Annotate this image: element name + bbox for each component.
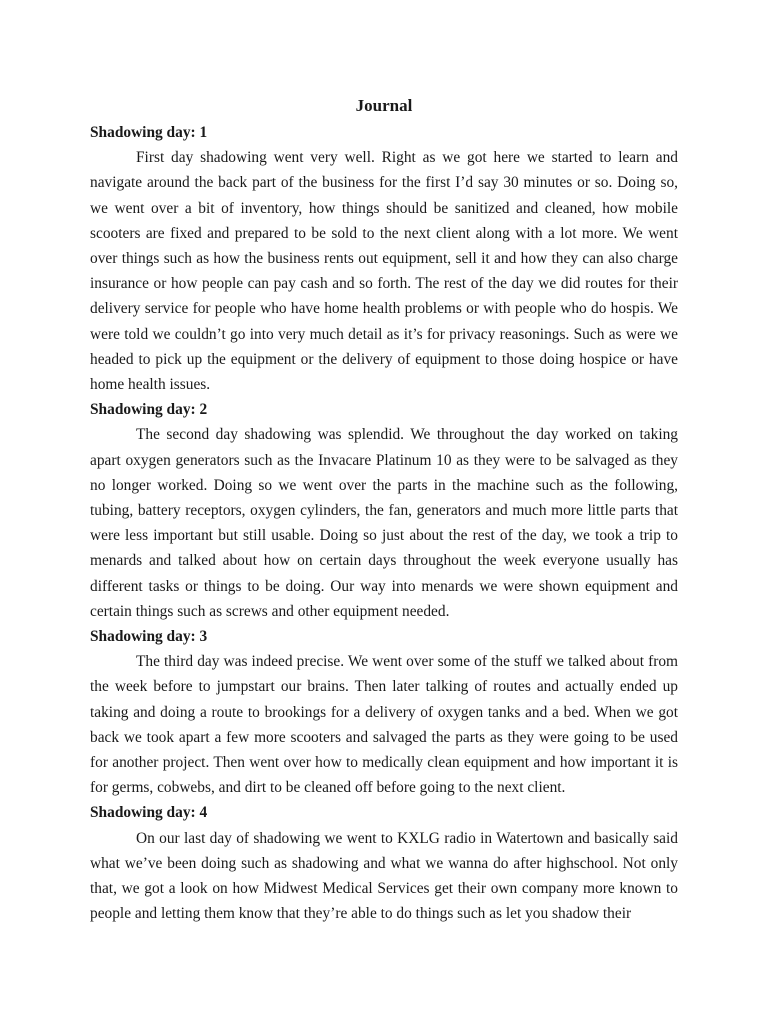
- entry-body-2: The second day shadowing was splendid. We throughout the day worked on taking apart oxygen generators such as the Invacare Platinum 10 as they were to be salvaged as they no longer worked. Doing so we went over the parts in the machine such as the following, tubing, battery receptors, oxygen cylinders, the fan, generators and much more little parts that were less important but still usable. Doing so just about the rest of the day, we took a trip to menards and talked about how on certain days throughout the week everyone usually has different tasks or things to be doing. Our way into menards we were shown equipment and certain things such as screws and other equipment needed.: [90, 426, 678, 620]
- journal-entry-2: [90, 397, 678, 624]
- document-page: [90, 92, 678, 927]
- journal-entry-3: [90, 624, 678, 800]
- entry-heading-1: Shadowing day: 1: [90, 124, 208, 141]
- entry-heading-3: Shadowing day: 3: [90, 628, 208, 646]
- entry-heading-4: Shadowing day: 4: [90, 804, 208, 822]
- journal-entry-1: [90, 120, 678, 397]
- entry-body-3: The third day was indeed precise. We went over some of the stuff we talked about from the week before to jumpstart our brains. Then later talking of routes and actually ended up taking and doing a route to brookings for a delivery of oxygen tanks and a bed. When we got back we took apart a few more scooters and salvaged the parts as they were going to be used for another project. Then went over how to medically clean equipment and how important it is for germs, cobwebs, and dirt to be cleaned off before going to the next client.: [90, 653, 678, 797]
- journal-entry-4: [90, 800, 678, 926]
- entry-heading-2: Shadowing day: 2: [90, 401, 208, 419]
- entry-body-1: First day shadowing went very well. Right as we got here we started to learn and navigate around the back part of the business for the first I’d say 30 minutes or so. Doing so, we went over a bit of inventory, how things should be sanitized and cleaned, how mobile scooters are fixed and prepared to be sold to the next client along with a lot more. We went over things such as how the business rents out equipment, sell it and how they can also charge insurance or how people can pay cash and so forth. The rest of the day we did routes for their delivery service for people who have home health problems or with people who do hospis. We were told we couldn’t go into very much detail as it’s for privacy reasonings. Such as were we headed to pick up the equipment or the delivery of equipment to those doing hospice or have home health issues.: [90, 149, 678, 394]
- page-title: Journal: [355, 96, 413, 115]
- entry-body-4: On our last day of shadowing we went to KXLG radio in Watertown and basically said what we’ve been doing such as shadowing and what we wanna do after highschool. Not only that, we got a look on how Midwest Medical Services get their own company more known to people and letting them know that they’re able to do things such as let you shadow their: [90, 829, 678, 923]
